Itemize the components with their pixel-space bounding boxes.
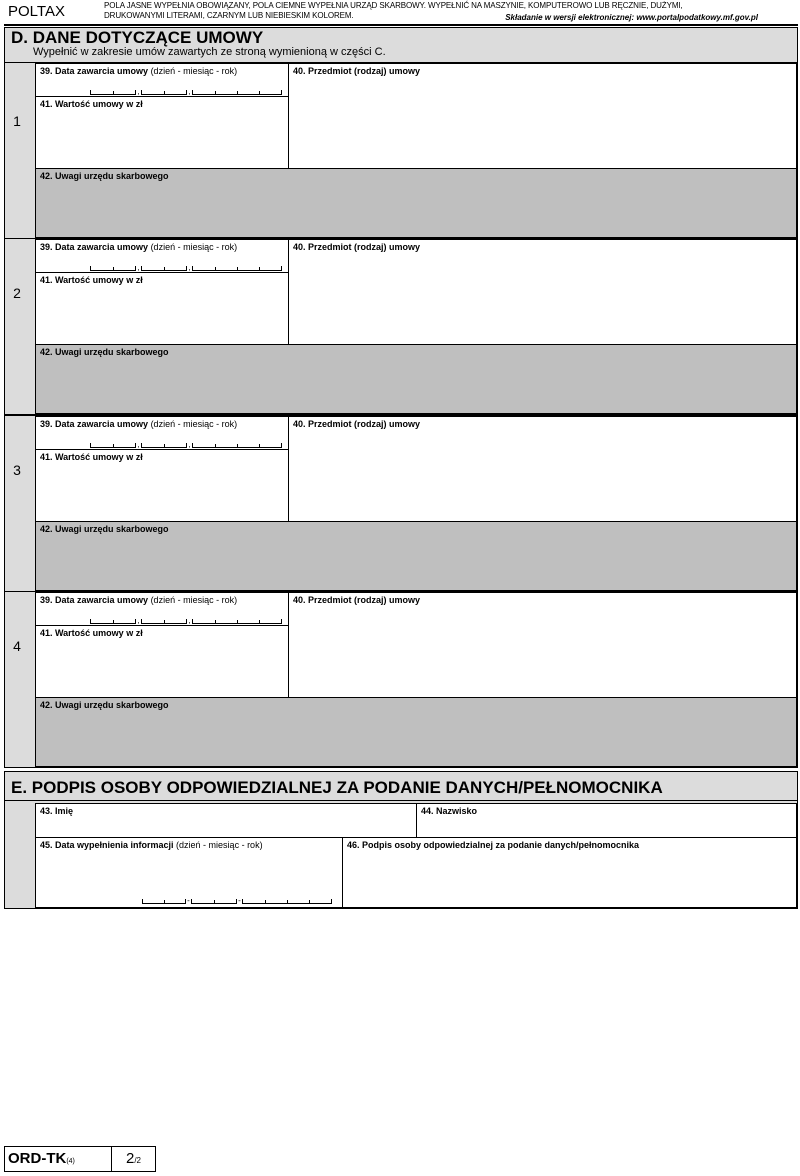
field-39-label-format: (dzień - miesiąc - rok) <box>148 66 238 76</box>
electronic-submission-note: Składanie w wersji elektronicznej: www.portalpodatkowy.mf.gov.pl <box>505 13 758 22</box>
field-41-label: 41. Wartość umowy w zł <box>40 628 143 638</box>
field-40-contract-subject[interactable] <box>288 239 797 345</box>
field-45-label-bold: 45. Data wypełnienia informacji <box>40 840 174 850</box>
field-39-label-format: (dzień - miesiąc - rok) <box>148 419 238 429</box>
field-39-label-format: (dzień - miesiąc - rok) <box>148 595 238 605</box>
contract-entry-number: 3 <box>13 462 21 478</box>
field-39-date-ticks: , , <box>90 616 282 624</box>
contract-entry <box>4 238 798 415</box>
field-40-contract-subject[interactable] <box>288 416 797 522</box>
field-42-label: 42. Uwagi urzędu skarbowego <box>40 347 169 357</box>
contract-entry <box>4 415 798 592</box>
field-41-contract-value[interactable] <box>35 96 289 169</box>
form-version: (4) <box>66 1158 75 1165</box>
contract-entry <box>4 591 798 768</box>
section-d-header <box>4 27 798 63</box>
field-40-label: 40. Przedmiot (rodzaj) umowy <box>293 595 421 605</box>
form-footer <box>4 1146 156 1172</box>
field-42-tax-office-remarks <box>35 521 797 591</box>
field-44-label: 44. Nazwisko <box>421 806 478 816</box>
field-39-label-bold: 39. Data zawarcia umowy <box>40 419 149 429</box>
field-45-label-format: (dzień - miesiąc - rok) <box>173 840 263 850</box>
section-e-header <box>4 771 798 801</box>
field-46-signature[interactable] <box>342 837 797 908</box>
field-40-contract-subject[interactable] <box>288 592 797 698</box>
field-41-label: 41. Wartość umowy w zł <box>40 275 143 285</box>
contract-entry-number: 1 <box>13 113 21 129</box>
field-42-tax-office-remarks <box>35 168 797 238</box>
field-39-contract-date[interactable] <box>35 63 289 97</box>
field-39-contract-date[interactable] <box>35 592 289 626</box>
field-41-label: 41. Wartość umowy w zł <box>40 99 143 109</box>
field-39-label-bold: 39. Data zawarcia umowy <box>40 66 149 76</box>
contract-entry-number: 2 <box>13 285 21 301</box>
field-39-label <box>40 66 237 76</box>
field-41-label: 41. Wartość umowy w zł <box>40 452 143 462</box>
field-39-date-ticks: , , <box>90 87 282 95</box>
field-40-contract-subject[interactable] <box>288 63 797 169</box>
field-39-label-format: (dzień - miesiąc - rok) <box>148 242 238 252</box>
field-46-label: 46. Podpis osoby odpowiedzialnej za podanie danych/pełnomocnika <box>347 840 640 850</box>
field-42-tax-office-remarks <box>35 344 797 414</box>
field-39-label <box>40 419 237 429</box>
field-42-label: 42. Uwagi urzędu skarbowego <box>40 171 169 181</box>
form-code-text: ORD-TK <box>8 1150 67 1167</box>
section-d-title: D. DANE DOTYCZĄCE UMOWY <box>11 28 264 47</box>
field-42-label: 42. Uwagi urzędu skarbowego <box>40 524 169 534</box>
section-e-title: E. PODPIS OSOBY ODPOWIEDZIALNEJ ZA PODANIE DANYCH/PEŁNOMOCNIKA <box>11 778 663 797</box>
field-41-contract-value[interactable] <box>35 449 289 522</box>
field-45-date-ticks: - - <box>142 896 332 904</box>
field-45-fill-date[interactable] <box>35 837 343 908</box>
header-note-line1: POLA JASNE WYPEŁNIA OBOWIĄZANY, POLA CIEMNE WYPEŁNIA URZĄD SKARBOWY. WYPEŁNIĆ NA MASZYNIE, KOMPUTEROWO LUB RĘCZNIE, DUŻYMI, <box>104 1 683 10</box>
field-39-contract-date[interactable] <box>35 239 289 273</box>
field-39-date-ticks: , , <box>90 263 282 271</box>
field-44-last-name[interactable] <box>416 803 797 838</box>
form-code <box>5 1147 112 1171</box>
contract-entry <box>4 62 798 239</box>
field-45-label <box>40 840 263 850</box>
field-41-contract-value[interactable] <box>35 625 289 698</box>
page-total: /2 <box>134 1156 141 1165</box>
header-note-line2: DRUKOWANYMI LITERAMI, CZARNYM LUB NIEBIESKIM KOLOREM. <box>104 11 354 20</box>
field-39-label-bold: 39. Data zawarcia umowy <box>40 595 149 605</box>
section-d-subtitle: Wypełnić w zakresie umów zawartych ze stroną wymienioną w części C. <box>33 46 386 58</box>
field-43-label: 43. Imię <box>40 806 74 816</box>
field-40-label: 40. Przedmiot (rodzaj) umowy <box>293 66 421 76</box>
poltax-brand: POLTAX <box>8 3 65 20</box>
field-39-contract-date[interactable] <box>35 416 289 450</box>
field-42-label: 42. Uwagi urzędu skarbowego <box>40 700 169 710</box>
section-e-body <box>4 800 798 909</box>
field-40-label: 40. Przedmiot (rodzaj) umowy <box>293 242 421 252</box>
page-current: 2 <box>125 1150 135 1167</box>
field-39-label-bold: 39. Data zawarcia umowy <box>40 242 149 252</box>
field-39-label <box>40 595 237 605</box>
field-43-first-name[interactable] <box>35 803 417 838</box>
field-39-label <box>40 242 237 252</box>
field-40-label: 40. Przedmiot (rodzaj) umowy <box>293 419 421 429</box>
page-number <box>112 1147 155 1171</box>
field-41-contract-value[interactable] <box>35 272 289 345</box>
header-divider <box>4 24 798 26</box>
field-42-tax-office-remarks <box>35 697 797 767</box>
contract-entry-number: 4 <box>13 638 21 654</box>
field-39-date-ticks: , , <box>90 440 282 448</box>
